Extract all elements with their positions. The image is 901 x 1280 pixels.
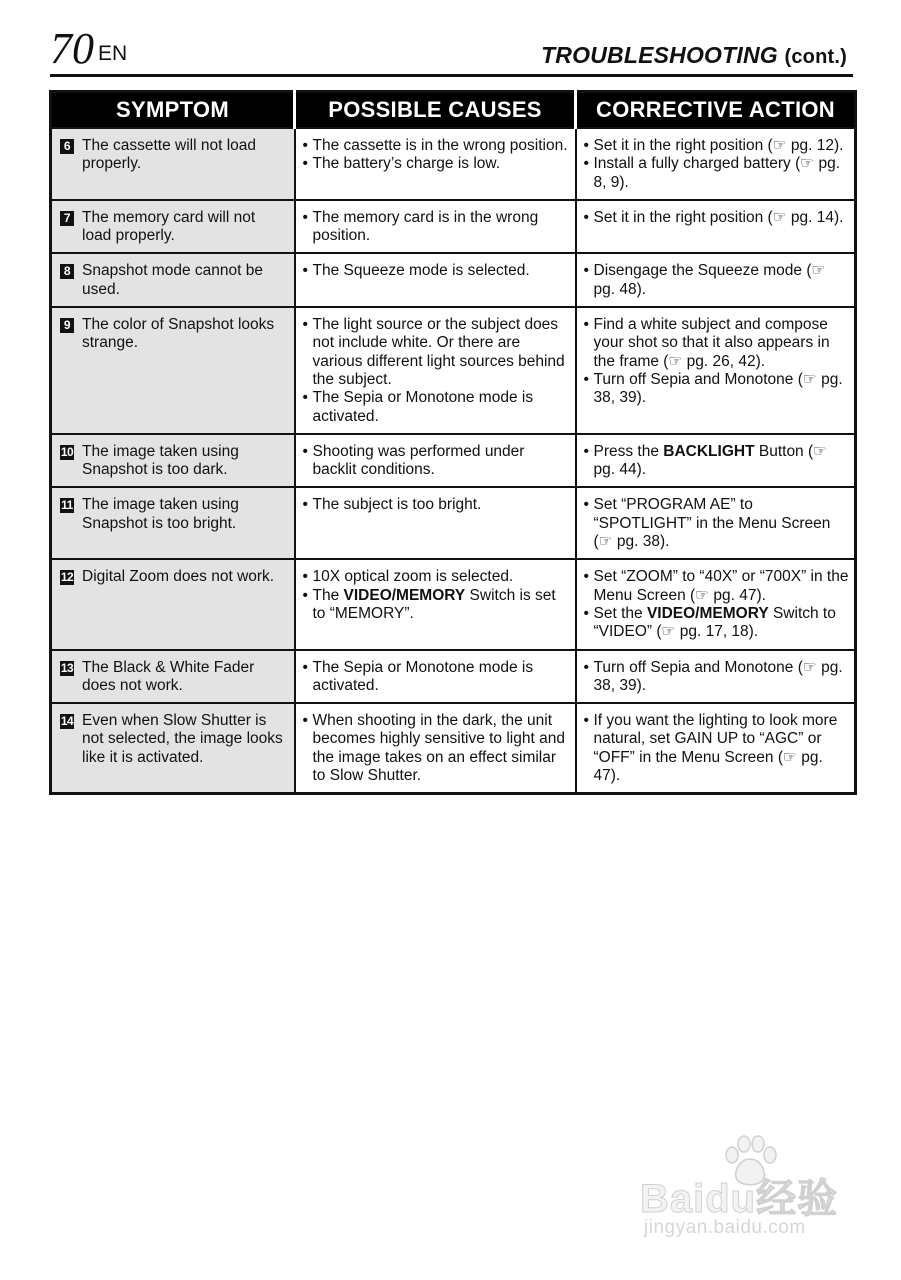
row-number-badge: 6 [60,139,74,154]
section-title-text: TROUBLESHOOTING [541,42,778,68]
action-item: • If you want the lighting to look more natural, set GAIN UP to “AGC” or “OFF” in the Menu Screen (☞ pg. 47). [584,712,850,785]
row-number-badge: 8 [60,264,74,279]
table-row [51,434,856,488]
causes-cell [295,307,576,434]
action-item: • Turn off Sepia and Monotone (☞ pg. 38, 39). [584,659,850,696]
action-cell [576,650,856,704]
row-number-badge: 7 [60,211,74,226]
bold-term: VIDEO/MEMORY [646,604,769,622]
cause-item: • Shooting was performed under backlit conditions. [303,443,570,480]
column-header-symptom: SYMPTOM [51,92,295,129]
symptom-cell [51,200,295,254]
table-row [51,253,856,307]
cause-list [303,316,570,426]
row-number-badge: 10 [60,444,74,459]
watermark-url: jingyan.baidu.com [644,1217,806,1238]
action-item: • Find a white subject and compose your shot so that it also appears in the frame (☞ pg. 26, 42). [584,316,850,371]
row-number-badge: 9 [60,318,74,333]
text-run: The [312,586,344,604]
symptom-text: The image taken using Snapshot is too dark. [82,442,239,479]
action-list [584,262,850,299]
action-item: • Set “ZOOM” to “40X” or “700X” in the Menu Screen (☞ pg. 47). [584,568,850,605]
symptom-cell [51,253,295,307]
symptom-text: Even when Slow Shutter is not selected, the image looks like it is activated. [82,712,283,766]
causes-cell [295,128,576,200]
causes-cell [295,559,576,649]
action-cell [576,703,856,794]
symptom-text: The image taken using Snapshot is too bright. [82,496,239,532]
section-title [541,41,847,71]
causes-cell [295,200,576,254]
action-list [584,443,850,480]
action-cell [576,128,856,200]
causes-cell [295,434,576,488]
cause-list [303,209,570,246]
text-run: Switch to “VIDEO” (☞ pg. 17, 18). [593,604,836,641]
watermark-brand: Baidu经验 [640,1177,839,1221]
section-title-suffix: (cont.) [784,46,847,68]
text-run: Switch is set to “MEMORY”. [312,586,556,622]
cause-item: • The Sepia or Monotone mode is activated. [303,389,570,426]
cause-list [303,659,570,696]
action-list [584,659,850,696]
cause-list [303,262,570,280]
row-number-badge: 13 [60,660,74,675]
table-row [51,559,856,649]
action-cell [576,559,856,649]
row-number-badge: 12 [60,570,74,585]
symptom-cell [51,559,295,649]
table-body [51,128,856,794]
symptom-cell [51,487,295,559]
action-cell [576,434,856,488]
page-language: EN [98,42,128,65]
causes-cell [295,650,576,704]
symptom-text: Digital Zoom does not work. [82,568,275,586]
cause-list [303,443,570,480]
troubleshooting-table [49,90,857,795]
symptom-cell [51,434,295,488]
cause-item: • The battery’s charge is low. [303,155,570,173]
row-number-badge: 14 [60,714,74,729]
cause-item: • The cassette is in the wrong position. [303,137,570,155]
cause-item: • 10X optical zoom is selected. [303,568,570,586]
page-number: 70 [50,24,94,73]
table-row [51,650,856,704]
symptom-text: The Black & White Fader does not work. [82,658,255,694]
action-list [584,568,850,641]
table-row [51,128,856,200]
row-number-badge: 11 [61,498,73,513]
action-item: • Turn off Sepia and Monotone (☞ pg. 38, 39). [584,371,850,408]
action-cell [576,307,856,434]
bold-term: VIDEO/MEMORY [343,586,466,604]
cause-item: • The subject is too bright. [303,496,570,514]
cause-list [303,568,570,623]
symptom-text: Snapshot mode cannot be used. [82,262,263,298]
symptom-text: The cassette will not load properly. [82,137,257,173]
action-list [584,316,850,407]
action-item: • Set it in the right position (☞ pg. 14). [584,209,850,227]
table-row [51,307,856,434]
causes-cell [295,253,576,307]
page-header [50,24,853,77]
symptom-cell [51,128,295,200]
symptom-cell [51,307,295,434]
table-row [51,703,856,794]
table-row [51,200,856,254]
cause-list [303,137,570,174]
action-item: • Set it in the right position (☞ pg. 12). [584,137,850,155]
column-header-corrective-action: CORRECTIVE ACTION [576,92,856,129]
cause-item: • The light source or the subject does not include white. Or there are various different light sources behind the subject. [303,316,570,389]
causes-cell [295,703,576,794]
action-cell [576,200,856,254]
table-row [51,487,856,559]
action-item [584,443,850,480]
cause-item: • The Sepia or Monotone mode is activated. [303,659,570,696]
action-item: • Disengage the Squeeze mode (☞ pg. 48). [584,262,850,299]
action-list [584,496,850,551]
column-header-possible-causes: POSSIBLE CAUSES [295,92,576,129]
bold-term: BACKLIGHT [663,442,755,460]
causes-cell [295,487,576,559]
action-item [584,605,850,642]
text-run: Press the [593,442,664,460]
text-run: Button (☞ pg. 44). [593,442,828,479]
baidu-watermark [640,1135,860,1245]
action-cell [576,487,856,559]
symptom-text: The color of Snapshot looks strange. [82,316,275,352]
action-list [584,712,850,785]
action-list [584,137,850,192]
symptom-cell [51,703,295,794]
action-item: • Install a fully charged battery (☞ pg. 8, 9). [584,155,850,192]
text-run: Set the [593,604,647,622]
table-header-row [51,92,856,129]
cause-item [303,587,570,624]
cause-item: • The memory card is in the wrong position. [303,209,570,246]
cause-list [303,496,570,514]
symptom-cell [51,650,295,704]
action-list [584,209,850,227]
action-item: • Set “PROGRAM AE” to “SPOTLIGHT” in the Menu Screen (☞ pg. 38). [584,496,850,551]
symptom-text: The memory card will not load properly. [82,208,256,245]
action-cell [576,253,856,307]
cause-item: • The Squeeze mode is selected. [303,262,570,280]
cause-list [303,712,570,785]
cause-item: • When shooting in the dark, the unit becomes highly sensitive to light and the image takes on an effect similar to Slow Shutter. [303,712,570,785]
